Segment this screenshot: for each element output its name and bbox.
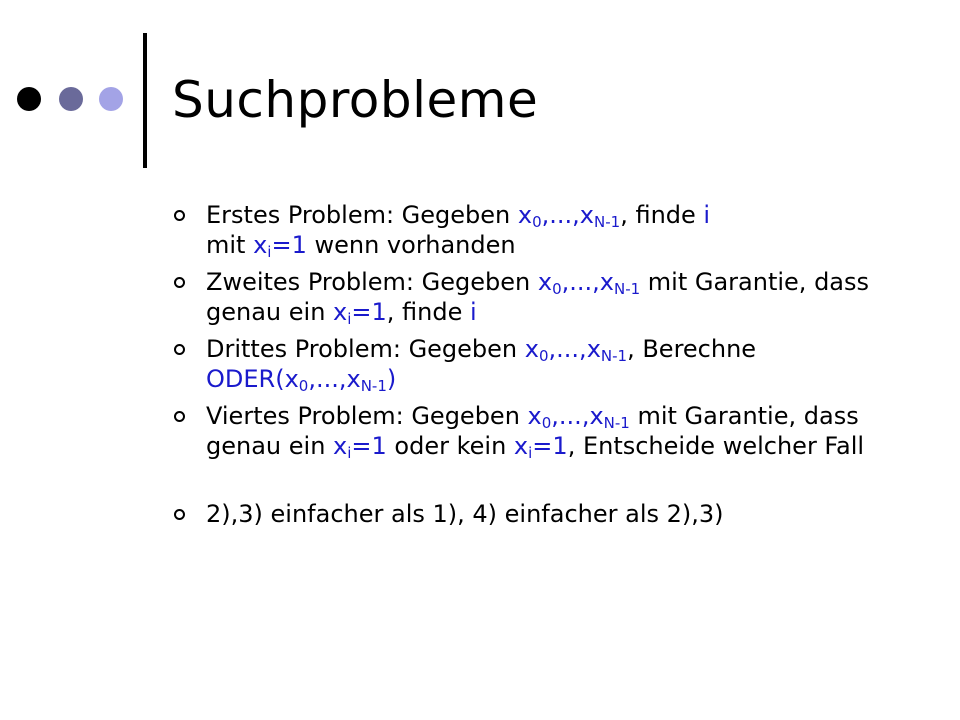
var-xi: $x_i=1$ <box>333 432 387 462</box>
bullet-item-2: Zweites Problem: Gegeben $x_0,...,x_{N-1}$ mit Garantie, dass genau ein $x_i=1$, finde i <box>172 267 932 327</box>
bullet-circle-icon <box>174 344 185 355</box>
bullet-item-5: 2),3) einfacher als 1), 4) einfacher als 2),3) <box>172 499 932 529</box>
decor-dot-light <box>99 87 123 111</box>
bullet-item-4: Viertes Problem: Gegeben $x_0,...,x_{N-1}$ mit Garantie, dass genau ein $x_i=1$ oder kein $x_i=1$, Entscheide welcher Fall <box>172 401 932 461</box>
bullet-circle-icon <box>174 277 185 288</box>
var-x0: $x_0,...,x_{N-1}$ <box>524 335 628 365</box>
var-xi-2: $x_i=1$ <box>513 432 568 462</box>
decor-dot-dark <box>17 87 41 111</box>
title-divider <box>143 33 147 168</box>
var-i: i <box>703 201 711 229</box>
var-x0: $x_0,...,x_{N-1}$ <box>537 268 641 298</box>
bullet-item-1: Erstes Problem: Gegeben $x_0,...,x_{N-1}$, finde i mit $x_i=1$ wenn vorhanden <box>172 200 932 260</box>
var-i: i <box>470 298 477 326</box>
var-xi: $x_i=1$ <box>253 231 307 261</box>
decor-dot-mid <box>59 87 83 111</box>
bullet-list <box>172 200 932 536</box>
var-x0: $x_0,...,x_{N-1}$ <box>517 201 621 231</box>
bullet-circle-icon <box>174 210 185 221</box>
bullet-item-3: Drittes Problem: Gegeben $x_0,...,x_{N-1}$, Berechne $ODER(x_0,...,x_{N-1})$ <box>172 334 932 394</box>
var-x0: $x_0,...,x_{N-1}$ <box>527 402 630 432</box>
bullet-circle-icon <box>174 509 185 520</box>
oder-expression: $ODER(x_0,...,x_{N-1})$ <box>206 365 397 395</box>
var-xi: $x_i=1$ <box>333 298 387 328</box>
bullet-circle-icon <box>174 411 185 422</box>
slide-title: Suchprobleme <box>172 71 539 129</box>
